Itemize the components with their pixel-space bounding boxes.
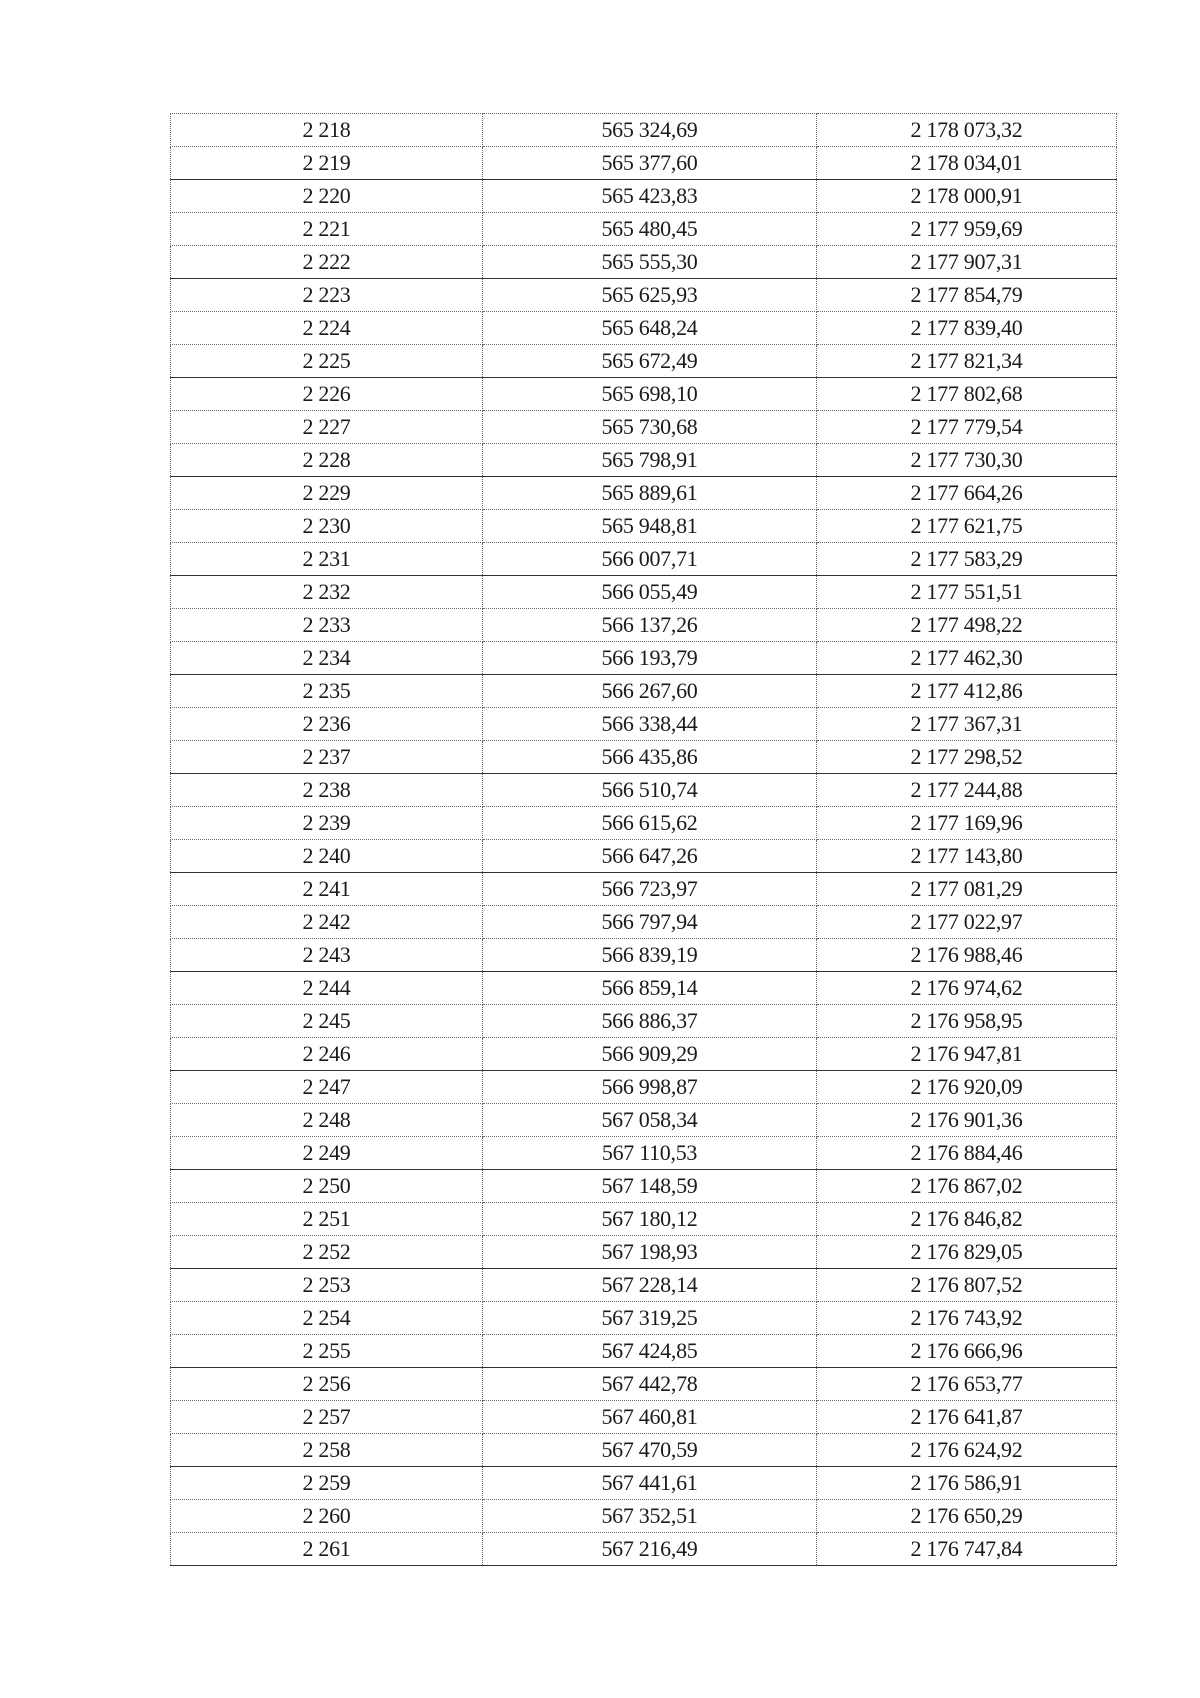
point-number-cell: 2 221 — [171, 213, 483, 246]
table-row — [171, 576, 1117, 609]
y-coordinate-cell: 2 177 244,88 — [817, 774, 1117, 807]
table-row — [171, 1170, 1117, 1203]
table-row — [171, 1335, 1117, 1368]
y-coordinate-cell: 2 176 947,81 — [817, 1038, 1117, 1071]
point-number-cell: 2 237 — [171, 741, 483, 774]
x-coordinate-cell: 565 889,61 — [483, 477, 817, 510]
x-coordinate-cell: 566 839,19 — [483, 939, 817, 972]
table-row — [171, 411, 1117, 444]
x-coordinate-cell: 567 216,49 — [483, 1533, 817, 1566]
x-coordinate-cell: 566 055,49 — [483, 576, 817, 609]
table-row — [171, 1236, 1117, 1269]
y-coordinate-cell: 2 176 958,95 — [817, 1005, 1117, 1038]
y-coordinate-cell: 2 176 624,92 — [817, 1434, 1117, 1467]
point-number-cell: 2 241 — [171, 873, 483, 906]
x-coordinate-cell: 567 058,34 — [483, 1104, 817, 1137]
table-row — [171, 906, 1117, 939]
y-coordinate-cell: 2 177 583,29 — [817, 543, 1117, 576]
table-row — [171, 147, 1117, 180]
x-coordinate-cell: 566 615,62 — [483, 807, 817, 840]
point-number-cell: 2 225 — [171, 345, 483, 378]
x-coordinate-cell: 565 555,30 — [483, 246, 817, 279]
y-coordinate-cell: 2 177 821,34 — [817, 345, 1117, 378]
x-coordinate-cell: 565 377,60 — [483, 147, 817, 180]
table-row — [171, 312, 1117, 345]
y-coordinate-cell: 2 176 586,91 — [817, 1467, 1117, 1500]
x-coordinate-cell: 565 423,83 — [483, 180, 817, 213]
y-coordinate-cell: 2 176 743,92 — [817, 1302, 1117, 1335]
point-number-cell: 2 238 — [171, 774, 483, 807]
point-number-cell: 2 226 — [171, 378, 483, 411]
x-coordinate-cell: 565 480,45 — [483, 213, 817, 246]
point-number-cell: 2 224 — [171, 312, 483, 345]
point-number-cell: 2 245 — [171, 1005, 483, 1038]
x-coordinate-cell: 566 007,71 — [483, 543, 817, 576]
y-coordinate-cell: 2 177 664,26 — [817, 477, 1117, 510]
table-row — [171, 1434, 1117, 1467]
x-coordinate-cell: 565 698,10 — [483, 378, 817, 411]
y-coordinate-cell: 2 177 907,31 — [817, 246, 1117, 279]
point-number-cell: 2 259 — [171, 1467, 483, 1500]
x-coordinate-cell: 566 193,79 — [483, 642, 817, 675]
x-coordinate-cell: 567 148,59 — [483, 1170, 817, 1203]
point-number-cell: 2 244 — [171, 972, 483, 1005]
table-row — [171, 939, 1117, 972]
x-coordinate-cell: 566 859,14 — [483, 972, 817, 1005]
x-coordinate-cell: 565 672,49 — [483, 345, 817, 378]
x-coordinate-cell: 565 948,81 — [483, 510, 817, 543]
table-row — [171, 1500, 1117, 1533]
point-number-cell: 2 253 — [171, 1269, 483, 1302]
point-number-cell: 2 234 — [171, 642, 483, 675]
y-coordinate-cell: 2 177 621,75 — [817, 510, 1117, 543]
table-row — [171, 1203, 1117, 1236]
point-number-cell: 2 219 — [171, 147, 483, 180]
point-number-cell: 2 223 — [171, 279, 483, 312]
point-number-cell: 2 261 — [171, 1533, 483, 1566]
point-number-cell: 2 229 — [171, 477, 483, 510]
x-coordinate-cell: 565 324,69 — [483, 114, 817, 147]
point-number-cell: 2 239 — [171, 807, 483, 840]
y-coordinate-cell: 2 176 988,46 — [817, 939, 1117, 972]
y-coordinate-cell: 2 177 854,79 — [817, 279, 1117, 312]
y-coordinate-cell: 2 176 867,02 — [817, 1170, 1117, 1203]
point-number-cell: 2 220 — [171, 180, 483, 213]
x-coordinate-cell: 567 424,85 — [483, 1335, 817, 1368]
y-coordinate-cell: 2 178 000,91 — [817, 180, 1117, 213]
point-number-cell: 2 250 — [171, 1170, 483, 1203]
y-coordinate-cell: 2 177 779,54 — [817, 411, 1117, 444]
table-row — [171, 1104, 1117, 1137]
y-coordinate-cell: 2 176 653,77 — [817, 1368, 1117, 1401]
point-number-cell: 2 249 — [171, 1137, 483, 1170]
point-number-cell: 2 248 — [171, 1104, 483, 1137]
table-row — [171, 114, 1117, 147]
x-coordinate-cell: 567 228,14 — [483, 1269, 817, 1302]
y-coordinate-cell: 2 176 666,96 — [817, 1335, 1117, 1368]
x-coordinate-cell: 565 625,93 — [483, 279, 817, 312]
point-number-cell: 2 258 — [171, 1434, 483, 1467]
point-number-cell: 2 254 — [171, 1302, 483, 1335]
x-coordinate-cell: 567 198,93 — [483, 1236, 817, 1269]
point-number-cell: 2 233 — [171, 609, 483, 642]
table-row — [171, 675, 1117, 708]
point-number-cell: 2 242 — [171, 906, 483, 939]
point-number-cell: 2 257 — [171, 1401, 483, 1434]
table-row — [171, 609, 1117, 642]
point-number-cell: 2 240 — [171, 840, 483, 873]
y-coordinate-cell: 2 177 551,51 — [817, 576, 1117, 609]
y-coordinate-cell: 2 176 747,84 — [817, 1533, 1117, 1566]
x-coordinate-cell: 565 648,24 — [483, 312, 817, 345]
point-number-cell: 2 222 — [171, 246, 483, 279]
table-row — [171, 1269, 1117, 1302]
point-number-cell: 2 227 — [171, 411, 483, 444]
y-coordinate-cell: 2 177 462,30 — [817, 642, 1117, 675]
y-coordinate-cell: 2 177 730,30 — [817, 444, 1117, 477]
point-number-cell: 2 228 — [171, 444, 483, 477]
table-row — [171, 972, 1117, 1005]
point-number-cell: 2 218 — [171, 114, 483, 147]
point-number-cell: 2 232 — [171, 576, 483, 609]
point-number-cell: 2 260 — [171, 1500, 483, 1533]
table-row — [171, 774, 1117, 807]
y-coordinate-cell: 2 176 846,82 — [817, 1203, 1117, 1236]
x-coordinate-cell: 566 886,37 — [483, 1005, 817, 1038]
table-row — [171, 807, 1117, 840]
x-coordinate-cell: 566 797,94 — [483, 906, 817, 939]
table-row — [171, 873, 1117, 906]
point-number-cell: 2 230 — [171, 510, 483, 543]
x-coordinate-cell: 566 267,60 — [483, 675, 817, 708]
table-row — [171, 1368, 1117, 1401]
x-coordinate-cell: 566 909,29 — [483, 1038, 817, 1071]
coordinates-table-body — [171, 114, 1117, 1566]
y-coordinate-cell: 2 177 022,97 — [817, 906, 1117, 939]
y-coordinate-cell: 2 177 298,52 — [817, 741, 1117, 774]
table-row — [171, 180, 1117, 213]
point-number-cell: 2 255 — [171, 1335, 483, 1368]
point-number-cell: 2 252 — [171, 1236, 483, 1269]
x-coordinate-cell: 567 352,51 — [483, 1500, 817, 1533]
x-coordinate-cell: 565 730,68 — [483, 411, 817, 444]
point-number-cell: 2 235 — [171, 675, 483, 708]
y-coordinate-cell: 2 176 650,29 — [817, 1500, 1117, 1533]
x-coordinate-cell: 566 998,87 — [483, 1071, 817, 1104]
table-row — [171, 840, 1117, 873]
x-coordinate-cell: 566 435,86 — [483, 741, 817, 774]
table-row — [171, 279, 1117, 312]
y-coordinate-cell: 2 177 498,22 — [817, 609, 1117, 642]
table-row — [171, 477, 1117, 510]
x-coordinate-cell: 567 110,53 — [483, 1137, 817, 1170]
y-coordinate-cell: 2 176 641,87 — [817, 1401, 1117, 1434]
table-row — [171, 246, 1117, 279]
point-number-cell: 2 231 — [171, 543, 483, 576]
y-coordinate-cell: 2 177 081,29 — [817, 873, 1117, 906]
x-coordinate-cell: 566 647,26 — [483, 840, 817, 873]
table-row — [171, 1038, 1117, 1071]
y-coordinate-cell: 2 177 412,86 — [817, 675, 1117, 708]
table-row — [171, 1005, 1117, 1038]
x-coordinate-cell: 566 510,74 — [483, 774, 817, 807]
coordinates-table — [170, 113, 1117, 1566]
table-row — [171, 1467, 1117, 1500]
y-coordinate-cell: 2 178 034,01 — [817, 147, 1117, 180]
x-coordinate-cell: 567 460,81 — [483, 1401, 817, 1434]
x-coordinate-cell: 567 319,25 — [483, 1302, 817, 1335]
point-number-cell: 2 246 — [171, 1038, 483, 1071]
table-row — [171, 642, 1117, 675]
y-coordinate-cell: 2 176 974,62 — [817, 972, 1117, 1005]
y-coordinate-cell: 2 177 839,40 — [817, 312, 1117, 345]
y-coordinate-cell: 2 177 143,80 — [817, 840, 1117, 873]
table-row — [171, 213, 1117, 246]
y-coordinate-cell: 2 176 901,36 — [817, 1104, 1117, 1137]
x-coordinate-cell: 565 798,91 — [483, 444, 817, 477]
y-coordinate-cell: 2 177 802,68 — [817, 378, 1117, 411]
y-coordinate-cell: 2 176 807,52 — [817, 1269, 1117, 1302]
table-row — [171, 741, 1117, 774]
x-coordinate-cell: 567 442,78 — [483, 1368, 817, 1401]
table-row — [171, 510, 1117, 543]
y-coordinate-cell: 2 177 959,69 — [817, 213, 1117, 246]
y-coordinate-cell: 2 177 169,96 — [817, 807, 1117, 840]
x-coordinate-cell: 566 723,97 — [483, 873, 817, 906]
y-coordinate-cell: 2 176 884,46 — [817, 1137, 1117, 1170]
y-coordinate-cell: 2 176 920,09 — [817, 1071, 1117, 1104]
x-coordinate-cell: 566 338,44 — [483, 708, 817, 741]
x-coordinate-cell: 567 180,12 — [483, 1203, 817, 1236]
point-number-cell: 2 243 — [171, 939, 483, 972]
x-coordinate-cell: 567 470,59 — [483, 1434, 817, 1467]
table-row — [171, 1533, 1117, 1566]
table-row — [171, 378, 1117, 411]
point-number-cell: 2 256 — [171, 1368, 483, 1401]
point-number-cell: 2 251 — [171, 1203, 483, 1236]
table-row — [171, 1302, 1117, 1335]
table-row — [171, 1071, 1117, 1104]
table-row — [171, 543, 1117, 576]
x-coordinate-cell: 567 441,61 — [483, 1467, 817, 1500]
table-row — [171, 708, 1117, 741]
y-coordinate-cell: 2 176 829,05 — [817, 1236, 1117, 1269]
table-row — [171, 444, 1117, 477]
y-coordinate-cell: 2 178 073,32 — [817, 114, 1117, 147]
point-number-cell: 2 236 — [171, 708, 483, 741]
y-coordinate-cell: 2 177 367,31 — [817, 708, 1117, 741]
table-row — [171, 1401, 1117, 1434]
x-coordinate-cell: 566 137,26 — [483, 609, 817, 642]
point-number-cell: 2 247 — [171, 1071, 483, 1104]
table-row — [171, 1137, 1117, 1170]
table-row — [171, 345, 1117, 378]
